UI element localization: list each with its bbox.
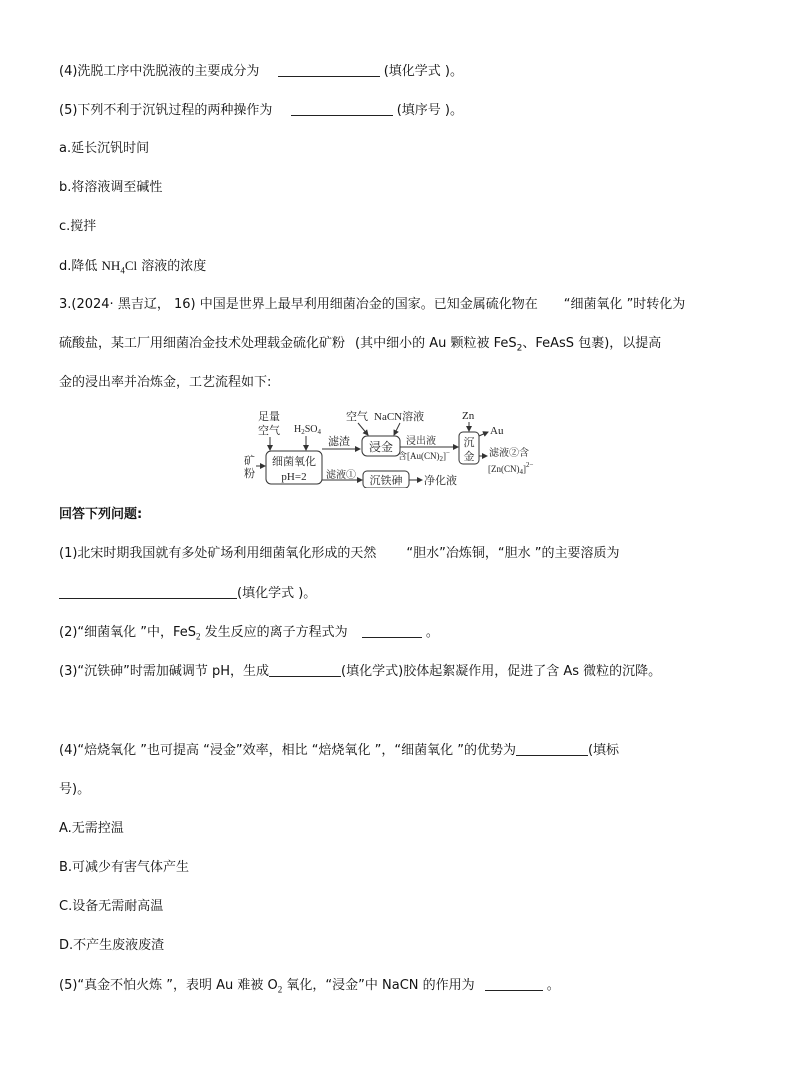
option-B: B.可减少有害气体产生 xyxy=(59,860,190,875)
sub-question-1-line-2: (填化学式 )。 xyxy=(59,584,316,603)
box1-label: 细菌氧化 xyxy=(272,456,316,468)
answer-blank[interactable] xyxy=(269,662,341,677)
box4-label: 沉铁砷 xyxy=(369,475,403,487)
label-nacn: NaCN溶液 xyxy=(374,411,425,423)
process-flow-diagram xyxy=(238,408,558,488)
answer-blank[interactable] xyxy=(291,101,393,116)
label-filtrate1: 滤液① xyxy=(326,470,356,481)
label-air-2: 空气 xyxy=(346,411,368,423)
question-5: (5)下列不利于沉钒过程的两种操作为 (填序号 )。 xyxy=(59,103,463,118)
box1-ph: pH=2 xyxy=(281,471,307,483)
box3-l1: 沉 xyxy=(463,437,475,449)
sub-question-2: (2)“细菌氧化 ”中，FeS$_2$ 发生反应的离子方程式为 。 xyxy=(59,625,439,642)
answer-blank[interactable] xyxy=(516,741,588,756)
label-au: Au xyxy=(490,425,504,437)
label-purified: 净化液 xyxy=(424,475,457,487)
answer-blank[interactable] xyxy=(485,976,543,991)
option-d: d.降低 $NH_4Cl$ 溶液的浓度 xyxy=(59,258,207,276)
label-leachate: 浸出液 xyxy=(406,436,436,447)
arrow-air2 xyxy=(358,423,368,435)
label-ore-2: 粉 xyxy=(244,468,255,480)
sub-question-4-line-2: 号)。 xyxy=(59,782,91,797)
arrow-au xyxy=(479,432,488,436)
label-air-amount: 足量 xyxy=(258,411,280,423)
problem-3-line-3: 金的浸出率并冶炼金，工艺流程如下: xyxy=(59,375,272,390)
label-au-cn: 含$[Au(CN)_2]^-$ xyxy=(398,449,450,463)
answer-blank[interactable] xyxy=(362,623,422,638)
option-A: A.无需控温 xyxy=(59,821,124,836)
option-a: a.延长沉钒时间 xyxy=(59,141,150,156)
problem-3-line-2: 硫酸盐，某工厂用细菌冶金技术处理载金硫化矿粉 (其中细小的 Au 颗粒被 FeS$_2$、FeAsS 包裹)，以提高 xyxy=(59,336,662,354)
sub-question-1-line-1: (1)北宋时期我国就有多处矿场利用细菌氧化形成的天然 “胆水”冶炼铜，“胆水 ”的主要溶质为 xyxy=(59,546,620,561)
answer-blank[interactable] xyxy=(59,584,237,599)
problem-3-line-1: 3.(2024· 黑吉辽， 16) 中国是世界上最早利用细菌冶金的国家。已知金属硫化物在 “细菌氧化 ”时转化为 xyxy=(59,297,686,312)
label-residue: 滤渣 xyxy=(328,436,350,448)
sub-question-3: (3)“沉铁砷”时需加碱调节 pH，生成 (填化学式)胶体起絮凝作用，促进了含 As 微粒的沉降。 xyxy=(59,664,662,679)
label-h2so4: $H_2SO_4$ xyxy=(294,424,322,436)
sub-question-5: (5)“真金不怕火炼 ”，表明 Au 难被 $O_2$ 氧化，“浸金”中 NaCN 的作用为 。 xyxy=(59,978,560,995)
label-zn: Zn xyxy=(462,410,475,422)
label-zn-cn: $[Zn(CN)_4]^{2-}$ xyxy=(488,461,534,476)
option-C: C.设备无需耐高温 xyxy=(59,899,164,914)
option-b: b.将溶液调至碱性 xyxy=(59,180,163,195)
sub-question-4-line-1: (4)“焙烧氧化 ”也可提高 “浸金”效率，相比 “焙烧氧化 ”，“细菌氧化 ”的优势为 (填标 xyxy=(59,743,620,758)
box2-label: 浸金 xyxy=(368,440,394,454)
label-air: 空气 xyxy=(258,425,280,437)
arrow-nacn xyxy=(394,423,400,435)
question-4: (4)洗脱工序中洗脱液的主要成分为 (填化学式 )。 xyxy=(59,64,463,79)
option-c: c.搅拌 xyxy=(59,219,97,234)
answer-blank[interactable] xyxy=(278,62,380,77)
box3-l2: 金 xyxy=(463,451,475,463)
label-ore-1: 矿 xyxy=(244,455,255,467)
option-D: D.不产生废液废渣 xyxy=(59,938,165,953)
answer-intro: 回答下列问题: xyxy=(59,507,143,522)
label-filtrate2: 滤液②含 xyxy=(489,448,529,459)
